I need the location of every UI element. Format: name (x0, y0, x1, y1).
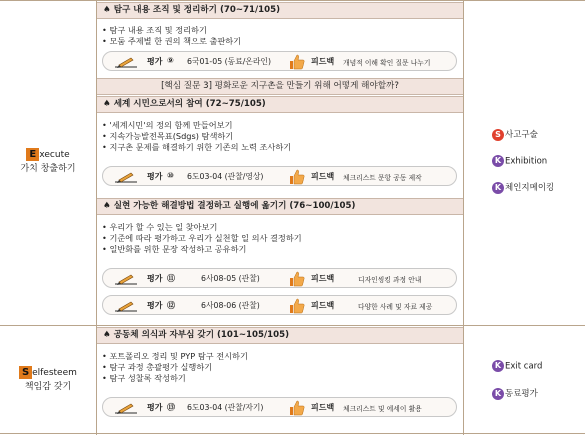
feedback-label: 피드백 (311, 274, 335, 283)
evaluation-code: 6국01-05 (동료/온라인) (187, 57, 271, 66)
thumbs-up-icon (289, 271, 305, 287)
method-label: Exit card (505, 361, 543, 372)
method-item (492, 155, 547, 167)
table-border-top (0, 0, 585, 1)
k-badge-icon: K (492, 388, 504, 400)
section-title: ♠ 세계 시민으로서의 참여 (72~75/105) (97, 96, 463, 113)
feedback-label: 피드백 (311, 403, 335, 412)
evaluation-label: 평가 (147, 57, 163, 66)
method-label: 체인지메이킹 (505, 183, 555, 193)
bullet-item: • 지속가능발전목표(Sdgs) 탐색하기 (102, 131, 291, 142)
pencil-icon (113, 55, 139, 69)
feedback-text: 체크리스트 문항 공동 제작 (343, 174, 422, 182)
bullet-item: • 탐구 성찰록 작성하기 (102, 373, 248, 384)
k-badge-icon: K (492, 182, 504, 194)
feedback-text: 개념적 이해 확인 질문 나누기 (343, 59, 431, 67)
evaluation-code: 6사08-06 (관찰) (201, 301, 260, 310)
pencil-icon (113, 170, 139, 184)
pencil-icon (113, 299, 139, 313)
evaluation-row (102, 295, 457, 315)
method-item (492, 181, 554, 194)
bullet-item: • 기준에 따라 평가하고 우리가 실천할 일 의사 결정하기 (102, 233, 302, 244)
thumbs-up-icon (289, 298, 305, 314)
bullet-item: • 모둠 주제별 한 권의 책으로 출판하기 (102, 36, 241, 47)
bullet-item: • '세계시민'의 정의 함께 만들어보기 (102, 120, 291, 131)
evaluation-label: 평가 (147, 403, 163, 412)
table-border-bottom (0, 433, 585, 434)
bullet-list (102, 120, 291, 153)
evaluation-number: ⑪ (167, 274, 175, 283)
section-title: ♠ 탐구 내용 조직 및 정리하기 (70~71/105) (97, 2, 463, 19)
method-label: Exhibition (505, 156, 548, 167)
stage-letter-badge: E (26, 148, 39, 161)
bullet-list (102, 25, 241, 47)
evaluation-label: 평가 (147, 301, 163, 310)
section-title: ♠ 실현 가능한 해결방법 결정하고 실행에 옮기기 (76~100/105) (97, 198, 463, 215)
evaluation-number: ⑫ (167, 301, 175, 310)
thumbs-up-icon (289, 400, 305, 416)
bullet-item: • 우리가 할 수 있는 일 찾아보기 (102, 222, 302, 233)
stage-execute (0, 148, 96, 176)
pencil-icon (113, 272, 139, 286)
stage-name: xecute (39, 150, 70, 160)
column-divider-right (463, 0, 464, 435)
s-badge-icon: S (492, 129, 504, 141)
evaluation-row (102, 397, 457, 417)
stage-letter-badge: S (19, 366, 32, 379)
section-title: ♠ 공동체 의식과 자부심 갖기 (101~105/105) (97, 327, 463, 344)
stage-selfesteem (0, 366, 96, 394)
pencil-icon (113, 401, 139, 415)
method-label: 동료평가 (505, 389, 538, 399)
feedback-label: 피드백 (311, 301, 335, 310)
stage-name: elfesteem (32, 368, 77, 378)
key-question: [핵심 질문 3] 평화로운 지구촌을 만들기 위해 어떻게 해야할까? (97, 78, 463, 95)
feedback-label: 피드백 (311, 172, 335, 181)
bullet-item: • 탐구 과정 총괄평가 실행하기 (102, 362, 248, 373)
feedback-text: 체크리스트 및 에세이 활용 (343, 405, 422, 413)
evaluation-number: ⑨ (167, 56, 174, 65)
evaluation-code: 6사08-05 (관찰) (201, 274, 260, 283)
method-label: 사고구술 (505, 130, 538, 140)
k-badge-icon: K (492, 155, 504, 167)
evaluation-number: ⑩ (167, 171, 174, 180)
table-divider (0, 325, 585, 326)
stage-subtitle: 책임감 갖기 (24, 382, 72, 392)
thumbs-up-icon (289, 54, 305, 70)
feedback-text: 다양한 사례 및 자료 제공 (358, 303, 433, 311)
bullet-item: • 포트폴리오 정리 및 PYP 탐구 전시하기 (102, 351, 248, 362)
feedback-label: 피드백 (311, 57, 335, 66)
bullet-item: • 탐구 내용 조직 및 정리하기 (102, 25, 241, 36)
evaluation-label: 평가 (147, 274, 163, 283)
bullet-item: • 지구촌 문제를 해결하기 위한 기존의 노력 조사하기 (102, 142, 291, 153)
thumbs-up-icon (289, 169, 305, 185)
bullet-list (102, 351, 248, 384)
column-divider-left (96, 0, 97, 435)
evaluation-code: 6도03-04 (관찰/자기) (187, 403, 264, 412)
bullet-list (102, 222, 302, 255)
k-badge-icon: K (492, 360, 504, 372)
feedback-text: 디자인씽킹 과정 안내 (358, 276, 422, 284)
method-item (492, 387, 538, 400)
evaluation-code: 6도03-04 (관찰/영상) (187, 172, 264, 181)
method-item (492, 128, 538, 141)
bullet-item: • 일반화를 위한 문장 작성하고 공유하기 (102, 244, 302, 255)
evaluation-number: ⑬ (167, 403, 175, 412)
evaluation-row (102, 166, 457, 186)
method-item (492, 360, 542, 372)
evaluation-row (102, 268, 457, 288)
evaluation-row (102, 51, 457, 71)
stage-subtitle: 가치 창출하기 (20, 164, 76, 174)
evaluation-label: 평가 (147, 172, 163, 181)
